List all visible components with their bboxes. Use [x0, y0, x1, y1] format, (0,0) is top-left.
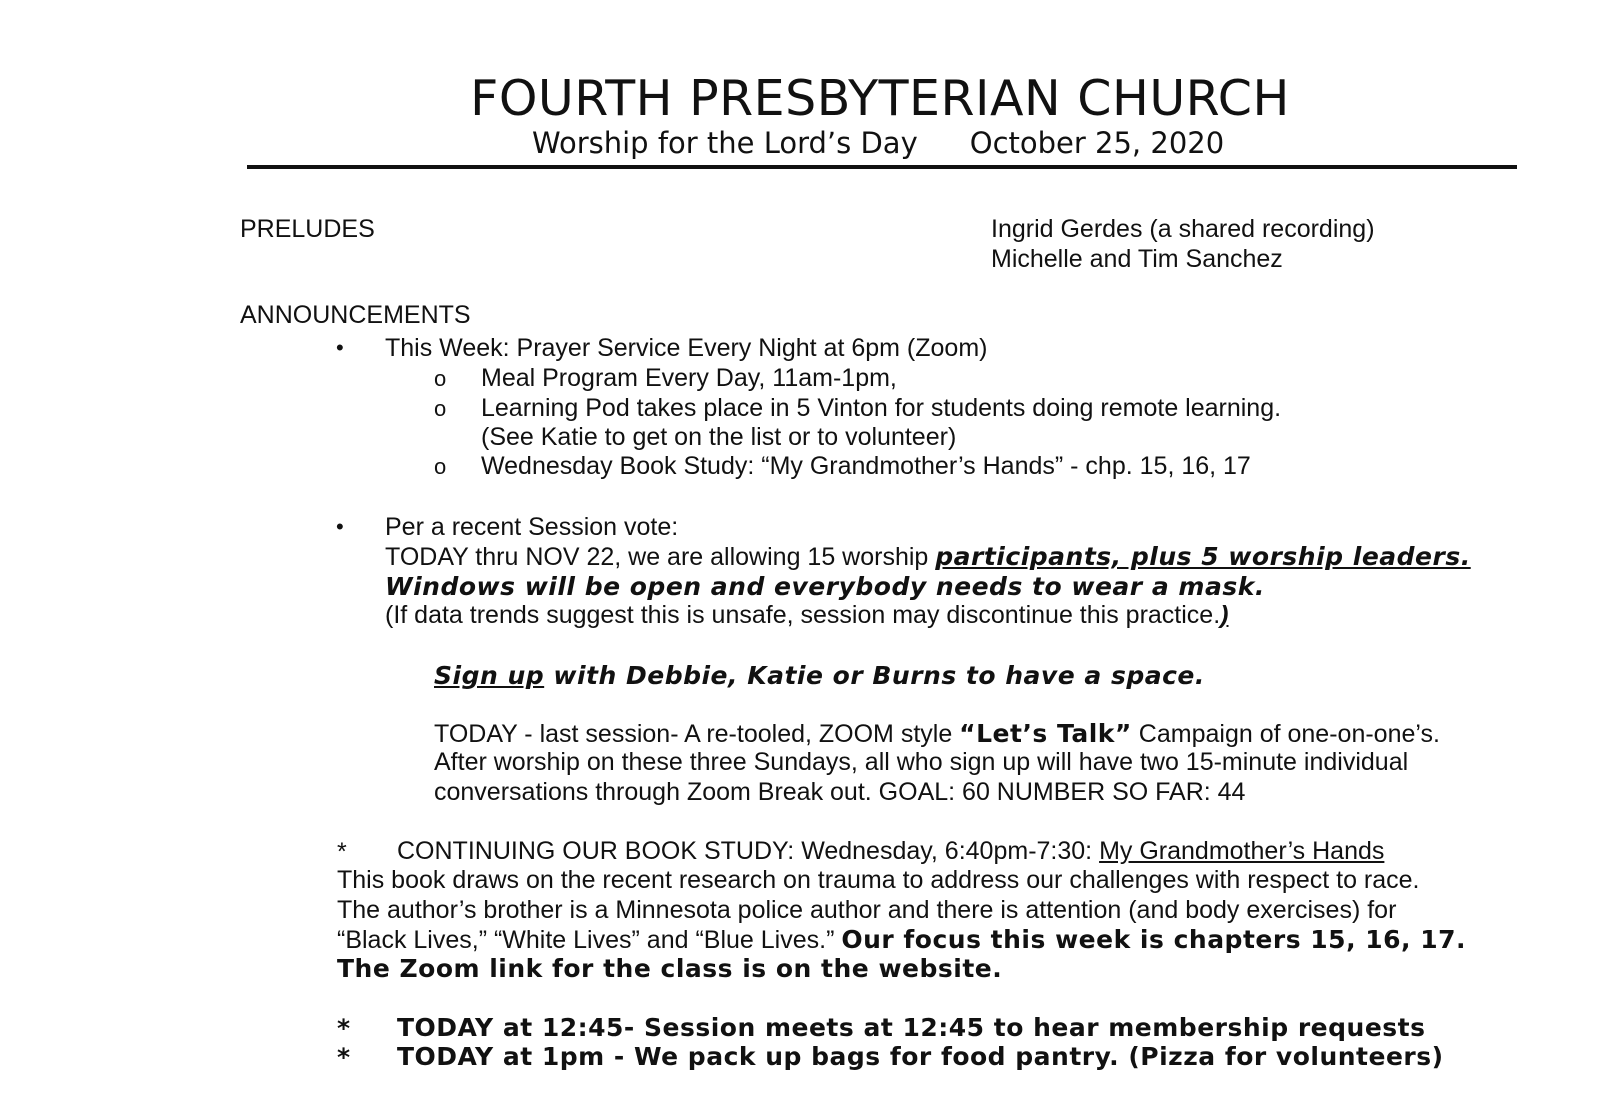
data-trends-text: (If data trends suggest this is unsafe, session may discontinue this practice.	[385, 601, 1221, 629]
book-study-text: CONTINUING OUR BOOK STUDY: Wednesday, 6:40pm-7:30:	[397, 837, 1100, 865]
book-desc-2: The author’s brother is a Minnesota police author and there is attention (and body exercises) for	[337, 896, 1397, 924]
prelude-performer-2: Michelle and Tim Sanchez	[991, 245, 1283, 273]
header-divider	[247, 165, 1517, 169]
sub-item-learning-pod-note: (See Katie to get on the list or to volunteer)	[481, 423, 957, 451]
book-study-star: *	[337, 838, 347, 866]
book-title: My Grandmother’s Hands	[1099, 837, 1385, 865]
data-trends-close: )	[1220, 601, 1229, 629]
lets-talk-text-c: Campaign of one-on-one’s.	[1131, 720, 1440, 748]
today-thru-text: TODAY thru NOV 22, we are allowing 15 worship	[385, 543, 936, 571]
book-zoom-link-note: The Zoom link for the class is on the website.	[337, 954, 1003, 983]
hollow-bullet-icon: o	[434, 454, 447, 479]
hollow-bullet-icon: o	[434, 366, 447, 391]
sub-item-learning-pod: Learning Pod takes place in 5 Vinton for students doing remote learning.	[481, 394, 1282, 422]
book-desc-3-text: “Black Lives,” “White Lives” and “Blue Lives.”	[337, 926, 842, 954]
session-vote-intro: Per a recent Session vote:	[385, 513, 679, 541]
food-pantry: TODAY at 1pm - We pack up bags for food pantry. (Pizza for volunteers)	[397, 1042, 1444, 1071]
sign-up-line	[434, 661, 1205, 690]
book-desc-3	[337, 925, 1466, 955]
today-thru-line	[385, 542, 1471, 572]
prelude-performer-1: Ingrid Gerdes (a shared recording)	[991, 215, 1375, 243]
bullet-icon: •	[336, 514, 344, 539]
data-trends-note	[385, 601, 1228, 630]
subtitle-text: Worship for the Lord’s Day	[532, 126, 918, 160]
participants-emphasis: participants, plus 5 worship leaders.	[935, 542, 1471, 571]
lets-talk-title: “Let’s Talk”	[959, 719, 1132, 748]
sub-item-meal: Meal Program Every Day, 11am-1pm,	[481, 364, 897, 392]
book-desc-1: This book draws on the recent research on trauma to address our challenges with respect to race.	[337, 866, 1420, 894]
lets-talk-line-3: conversations through Zoom Break out. GOAL: 60 NUMBER SO FAR: 44	[434, 778, 1246, 806]
book-focus: Our focus this week is chapters 15, 16, 17.	[841, 925, 1467, 954]
this-week-item: This Week: Prayer Service Every Night at 6pm (Zoom)	[385, 334, 988, 362]
session-meets-star: *	[337, 1014, 351, 1043]
preludes-label: PRELUDES	[240, 215, 375, 243]
sign-up-link[interactable]: Sign up	[434, 661, 545, 690]
pantry-star: *	[337, 1043, 351, 1072]
book-study-heading	[397, 837, 1384, 866]
page-subtitle	[532, 126, 1224, 160]
page-title: FOURTH PRESBYTERIAN CHURCH	[470, 70, 1290, 127]
lets-talk-line-2: After worship on these three Sundays, all who sign up will have two 15-minute individual	[434, 748, 1409, 776]
sub-item-book-study: Wednesday Book Study: “My Grandmother’s Hands” - chp. 15, 16, 17	[481, 452, 1251, 480]
sign-up-rest: with Debbie, Katie or Burns to have a space.	[544, 661, 1205, 690]
lets-talk-text-a: TODAY - last session- A re-tooled, ZOOM style	[434, 720, 960, 748]
session-meets: TODAY at 12:45- Session meets at 12:45 to hear membership requests	[397, 1013, 1426, 1042]
announcements-label: ANNOUNCEMENTS	[240, 301, 471, 329]
lets-talk-line-1	[434, 719, 1440, 749]
windows-notice: Windows will be open and everybody needs to wear a mask.	[385, 572, 1265, 601]
hollow-bullet-icon: o	[434, 396, 447, 421]
service-date: October 25, 2020	[969, 126, 1225, 160]
bullet-icon: •	[336, 335, 344, 360]
